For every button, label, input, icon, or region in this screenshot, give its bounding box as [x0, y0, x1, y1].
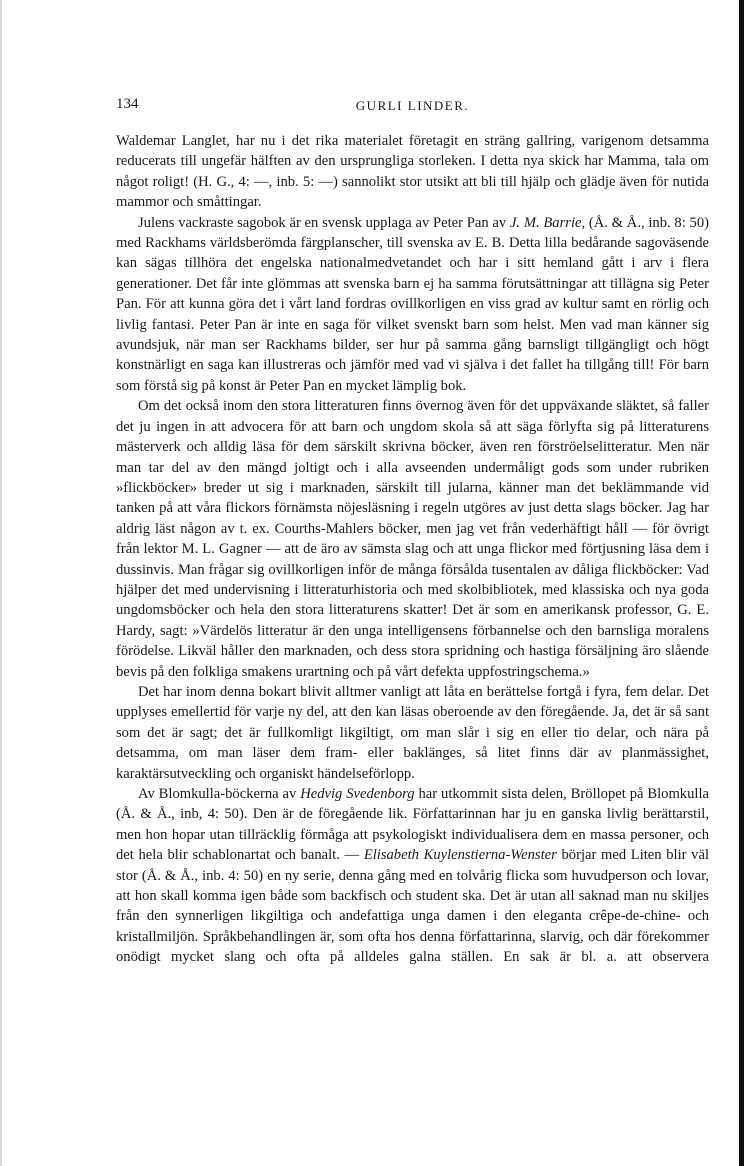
body-text: [116, 131, 709, 968]
scan-edge-left: [0, 0, 2, 1166]
scan-edge-right: [739, 0, 744, 1166]
page-header: [116, 96, 709, 118]
author-name: Hedvig Svedenborg: [300, 786, 415, 802]
text-run: , (Å. & Å., inb. 8: 50) med Rackhams världsberömda färgplanscher, till svenska av E. B. Detta lilla bedårande sagoväsende kan sägas tillhöra det engelska nationalmedvetandet och har i sitt hemland gått i arv i flera generationer. Det får inte glömmas att svenska barn ej ha samma förutsättningar att tillägna sig Peter Pan. För att kunna göra det i vårt land fordras ovillkorligen en viss grad av kultur samt en rörlig och livlig fantasi. Peter Pan är inte en saga för vilket svenskt barn som helst. Men vad man känner sig avundsjuk, när man ser Rackhams bilder, ser hur på samma gång barnsligt tillgängligt och högt konstnärligt en saga kan illustreras och jämför med vad vi själva i det fallet ha tillgång till! För barn som förstå sig på konst är Peter Pan en mycket lämplig bok.: [116, 214, 709, 394]
text-run: har utkommit sista delen, Bröllopet på Blomkulla (Å. & Å., inb, 4: 50). Den är de föregående lik. Författarinnan har ju en ganska livlig berättarstil, men hon hopar utan tillräcklig förmåga att psykologiskt individualisera dem en massa personer, och det hela blir schablonartat och banalt. —: [116, 786, 709, 864]
text-run: Waldemar Langlet, har nu i det rika materialet företagit en sträng gallring, varigenom detsamma reducerats till ungefär hälften av den ursprungliga storleken. I detta nya skick har Mamma, tala om något roligt! (H. G., 4: —, inb. 5: —) sannolikt stor utsikt att bli till hjälp och glädje även för nutida mammor och småttingar.: [116, 133, 709, 211]
text-run: Om det också inom den stora litteraturen finns övernog även för det uppväxande släktet, så faller det ju ingen in att advocera för att barn och ungdom skola så att säga förlyfta sig på litteraturens mästerverk och alldig läsa för dem särskilt skrivna böcker, även ren förströelselitteratur. Men när man tar del av den mängd joltigt och i alla avseenden undermåligt gods som under rubriken »flickböcker» breder ut sig i marknaden, särskilt till jularna, känner man det beklämmande vid tanken på att våra flickors förnämsta nöjesläsning i regeln utgöres av just detta slags böcker. Jag har aldrig läst någon av t. ex. Courths-Mahlers böcker, men jag vet från vederhäftigt håll — för övrigt från lektor M. L. Gagner — att de äro av sämsta slag och att unga flickor med förtjusning läsa dem i dussinvis. Man frågar sig ovillkorligen inför de många försålda tusentalen av dåliga flickböcker: Vad hjälper det med undervisning i litteraturhistoria och med skolbibliotek, med klassiska och nya goda ungdomsböcker och hela den stora litteraturens skatter! Det är som en amerikansk professor, G. E. Hardy, sagt: »Värdelös litteratur är den unga intelligensens förbannelse och den barnsliga moralens förödelse. Likväl håller den marknaden, och dess stora spridning och hastiga försäljning äro slående bevis på den folkliga smakens urartning och på vårt defekta uppfostringschema.»: [116, 398, 709, 680]
text-run: börjar med Liten blir väl stor (Å. & Å., inb. 4: 50) en ny serie, denna gång med en tolvårig flicka som huvudperson och lovar, att hon skall komma igen både som backfisch och student ska. Det är utan all saknad man nu skiljes från den synnerligen likgiltiga och andefattiga unga damen i den eleganta crêpe-de-chine- och kristallmiljön. Språkbehandlingen är, som ofta hos denna författarinna, slarvig, och där förekommer onödigt mycket slang och ofta på alldeles galna ställen. En sak är bl. a. att observera: [116, 847, 710, 966]
paragraph-4: [116, 682, 709, 784]
running-head: GURLI LINDER.: [355, 98, 470, 113]
author-name: Elisabeth Kuylenstierna-Wenster: [363, 847, 557, 864]
paragraph-2: [116, 213, 709, 397]
paragraph-1: [116, 131, 709, 213]
author-name: J. M. Barrie: [509, 214, 582, 231]
text-run: Julens vackraste sagobok är en svensk upplaga av Peter Pan av: [138, 214, 510, 231]
page-number: 134: [116, 96, 139, 112]
paragraph-5: [116, 784, 709, 968]
text-run: Det har inom denna bokart blivit alltmer vanligt att låta en berättelse fortgå i fyra, fem delar. Det upplyses emellertid för varje ny del, att den kan läsas oberoende av den föregående. Ja, det är så sant som det är sagt; det är fullkomligt likgiltigt, om man slår i sig en eller tio delar, och nära på detsamma, om man läser dem fram- eller baklänges, så litet finns där av planmässighet, karaktärsutveckling och organiskt händelseförlopp.: [116, 683, 709, 782]
paragraph-3: [116, 396, 709, 682]
text-run: Av Blomkulla-böckerna av: [138, 786, 301, 802]
